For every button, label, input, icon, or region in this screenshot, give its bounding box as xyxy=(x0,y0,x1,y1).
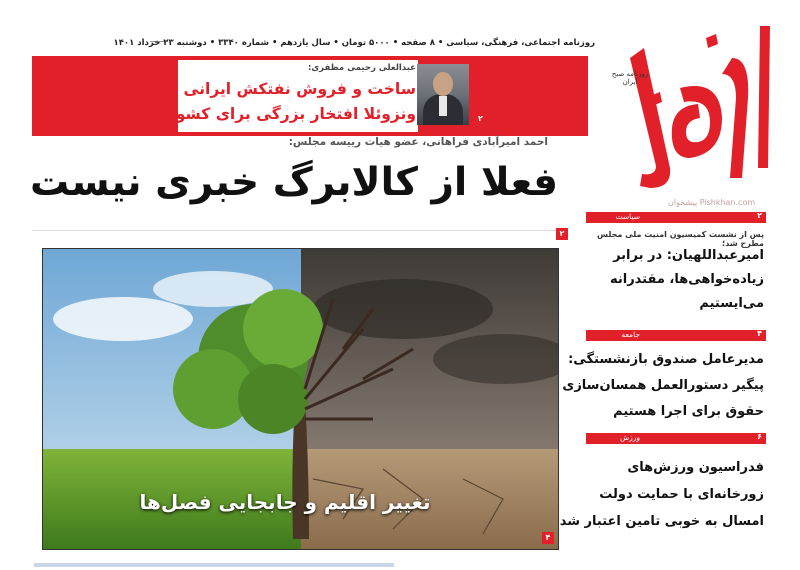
section-label[interactable]: سیاست xyxy=(615,212,640,221)
logo-tagline: روزنامه صبح ایران xyxy=(611,70,649,86)
banner-author: عبدالعلی رحیمی مظفری: xyxy=(307,63,416,73)
section-page-number: ۴ xyxy=(757,329,762,338)
section-bar-sports xyxy=(586,433,766,444)
main-headline[interactable]: فعلا از کالابرگ خبری نیست xyxy=(29,160,559,205)
section-label[interactable]: جامعه xyxy=(621,330,640,339)
story-headline-line[interactable]: پیگیر دستورالعمل همسان‌سازی xyxy=(562,378,764,393)
story-headline-line[interactable]: حقوق برای اجرا هستیم xyxy=(613,404,764,419)
story-headline-line[interactable]: زیاده‌خواهی‌ها، مقتدرانه xyxy=(609,272,764,287)
headline-kicker: احمد امیرآبادی فراهانی، عضو هیات رییسه مجلس: xyxy=(288,136,548,148)
story-headline-line[interactable]: امیرعبداللهیان: در برابر xyxy=(613,248,764,263)
story-subtitle: پس از نشست کمیسیون امنیت ملی مجلس مطرح شد؛ xyxy=(597,230,764,248)
story-headline-line[interactable]: می‌ایستیم xyxy=(699,296,764,311)
banner-headline-line-2[interactable]: ونزوئلا افتخار بزرگی برای کشور است xyxy=(124,105,416,123)
section-label[interactable]: ورزش xyxy=(619,433,640,442)
divider xyxy=(32,230,568,231)
story-headline-line[interactable]: امسال به خوبی تامین اعتبار شد xyxy=(559,514,764,529)
image-page-number: ۴ xyxy=(542,532,554,544)
section-bar-politics xyxy=(586,212,766,223)
watermark: پیشخوان Pishkhan.com xyxy=(668,198,756,207)
banner-page-number: ۲ xyxy=(478,114,483,123)
section-bar-society xyxy=(586,330,766,341)
issue-info-line: روزنامه اجتماعی، فرهنگی، سیاسی • ۸ صفحه • ۵۰۰۰ تومان • سال یازدهم • شماره ۳۳۴۰ • دوشنبه ۲۳ خرداد ۱۴۰۱ xyxy=(113,38,595,48)
story-headline-line[interactable]: زورخانه‌ای با حمایت دولت xyxy=(599,487,764,502)
newspaper-logo[interactable] xyxy=(610,18,780,198)
story-headline-line[interactable]: مدیرعامل صندوق بازنشستگی: xyxy=(568,352,764,367)
section-page-number: ۲ xyxy=(757,211,762,220)
banner-headline-line-1[interactable]: ساخت و فروش نفتکش ایرانی به xyxy=(162,80,416,98)
section-page-number: ۶ xyxy=(757,432,762,441)
headline-page-number: ۲ xyxy=(556,228,568,240)
bottom-divider xyxy=(34,563,394,567)
author-photo xyxy=(417,64,469,125)
image-caption[interactable]: تغییر اقلیم و جابجایی فصل‌ها xyxy=(139,490,431,514)
story-headline-line[interactable]: فدراسیون ورزش‌های xyxy=(627,460,764,475)
